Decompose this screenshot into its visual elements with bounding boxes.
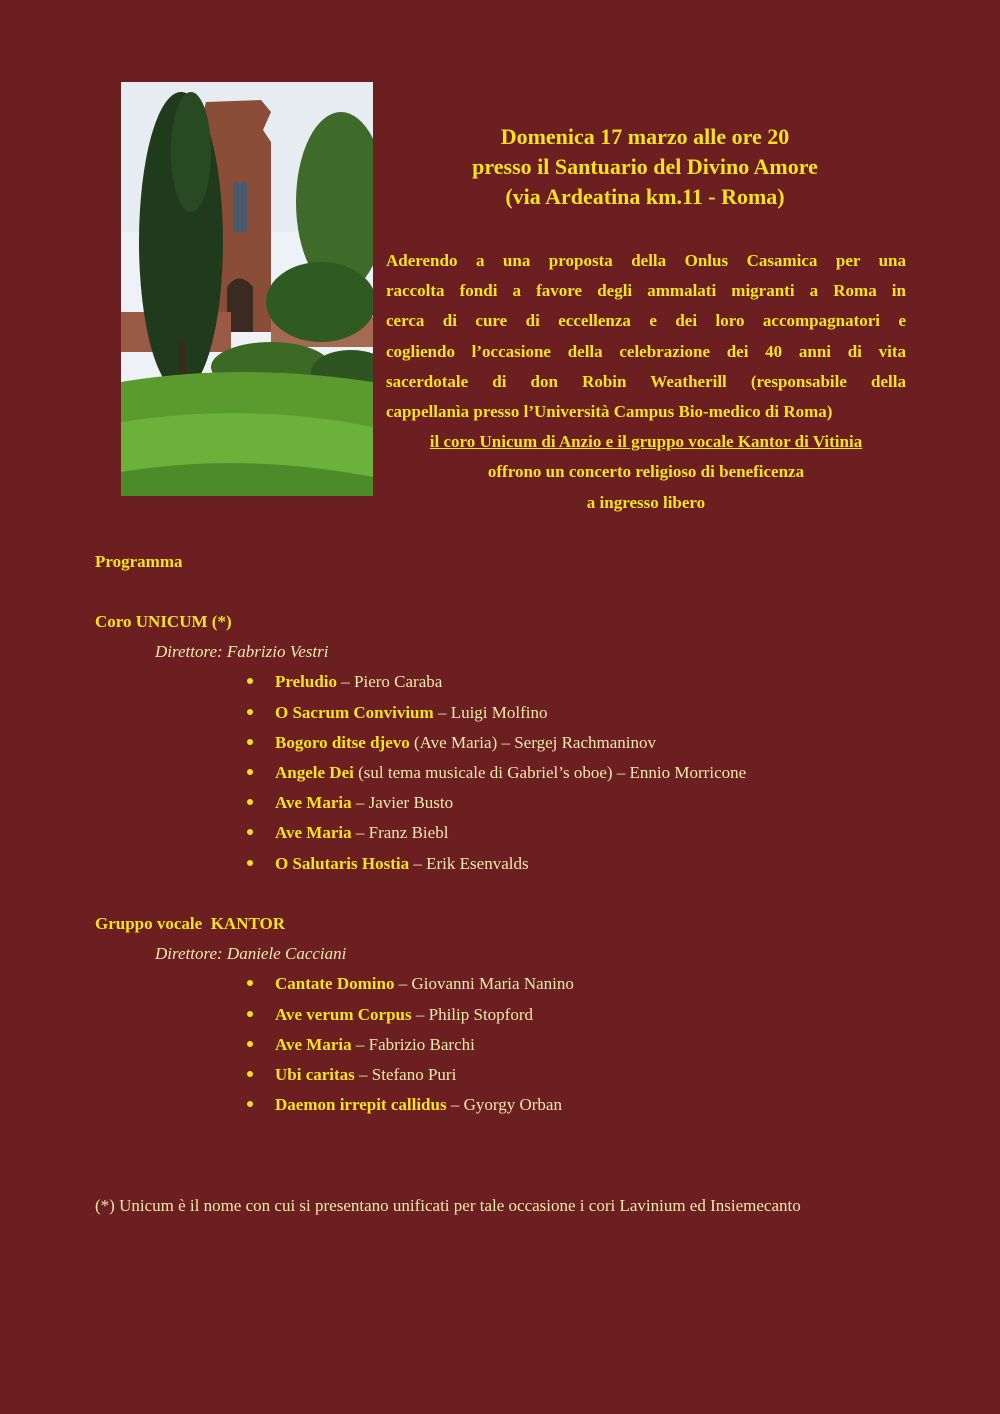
list-item [95, 698, 955, 728]
event-header [390, 122, 900, 212]
event-venue: presso il Santuario del Divino Amore [472, 154, 818, 179]
bullet-icon [247, 1011, 253, 1017]
intro-line: cogliendo l’occasione della celebrazione dei 40 anni di vita [386, 341, 906, 361]
piece-composer: – Luigi Molfino [433, 702, 548, 722]
piece-composer: – Fabrizio Barchi [351, 1034, 475, 1054]
list-item [95, 1090, 955, 1120]
piece-composer: – Piero Caraba [337, 672, 443, 692]
piece-title: Ave verum Corpus [275, 1004, 412, 1024]
piece-title: Ave Maria [275, 1034, 352, 1054]
list-item [95, 788, 955, 818]
piece-composer: – Philip Stopford [411, 1004, 533, 1024]
bullet-icon [247, 799, 253, 805]
programme-title-block [95, 547, 183, 577]
bullet-icon [247, 1041, 253, 1047]
list-item [95, 818, 955, 848]
kantor-director: Direttore: Daniele Cacciani [155, 944, 347, 964]
list-item [95, 758, 955, 788]
bullet-icon [247, 829, 253, 835]
bullet-icon [247, 860, 253, 866]
piece-composer: – Giovanni Maria Nanino [394, 974, 574, 994]
piece-title: Preludio [275, 672, 338, 692]
list-item [95, 728, 955, 758]
piece-title: Ubi caritas [275, 1064, 355, 1084]
piece-title: Ave Maria [275, 793, 352, 813]
list-item [95, 1060, 955, 1090]
bullet-icon [247, 980, 253, 986]
list-item [95, 969, 955, 999]
unicum-section [95, 607, 955, 879]
unicum-director: Direttore: Fabrizio Vestri [155, 642, 329, 662]
piece-composer: (Ave Maria) – Sergej Rachmaninov [409, 732, 657, 752]
list-item [95, 667, 955, 697]
list-item [95, 1000, 955, 1030]
kantor-title: Gruppo vocale KANTOR [95, 914, 286, 933]
intro-paragraph [386, 246, 906, 518]
piece-title: Bogoro ditse djevo [275, 732, 410, 752]
sanctuary-photo [121, 82, 373, 496]
piece-composer: (sul tema musicale di Gabriel’s oboe) – Ennio Morricone [353, 762, 747, 782]
kantor-list [95, 969, 955, 1120]
bullet-icon [247, 769, 253, 775]
list-item [95, 1030, 955, 1060]
piece-composer: – Franz Biebl [351, 823, 449, 843]
piece-title: Angele Dei [275, 762, 354, 782]
piece-title: Daemon irrepit callidus [275, 1095, 447, 1115]
intro-line: cappellanìa presso l’Università Campus Bio-medico di Roma) [386, 401, 833, 421]
bullet-icon [247, 1071, 253, 1077]
intro-line: sacerdotale di don Robin Weatherill (responsabile della [386, 371, 906, 391]
list-item [95, 849, 955, 879]
piece-title: O Sacrum Convivium [275, 702, 434, 722]
unicum-title: Coro UNICUM (*) [95, 612, 232, 631]
intro-line: Aderendo a una proposta della Onlus Casamica per una [386, 251, 906, 270]
offer-line: offrono un concerto religioso di beneficenza [487, 462, 805, 482]
piece-composer: – Erik Esenvalds [409, 853, 529, 873]
intro-line: raccolta fondi a favore degli ammalati migranti a Roma in [386, 281, 906, 301]
piece-composer: – Stefano Puri [354, 1064, 457, 1084]
footnote: (*) Unicum è il nome con cui si presentano unificati per tale occasione i cori Lavinium ed Insiemecanto [95, 1196, 801, 1215]
piece-title: O Salutaris Hostia [275, 853, 410, 873]
piece-composer: – Gyorgy Orban [446, 1095, 562, 1115]
piece-title: Ave Maria [275, 823, 352, 843]
event-address: (via Ardeatina km.11 - Roma) [505, 184, 785, 209]
intro-line: cerca di cure di eccellenza e dei loro accompagnatori e [386, 311, 906, 331]
bullet-icon [247, 1101, 253, 1107]
piece-composer: – Javier Busto [351, 793, 454, 813]
bullet-icon [247, 739, 253, 745]
choirs-line: il coro Unicum di Anzio e il gruppo vocale Kantor di Vitinia [429, 432, 863, 452]
event-date: Domenica 17 marzo alle ore 20 [500, 124, 790, 149]
kantor-section [95, 909, 955, 1120]
bullet-icon [247, 678, 253, 684]
programme-title: Programma [95, 552, 183, 571]
unicum-list [95, 667, 955, 878]
entry-line: a ingresso libero [586, 492, 706, 512]
bullet-icon [247, 709, 253, 715]
piece-title: Cantate Domino [275, 974, 395, 994]
